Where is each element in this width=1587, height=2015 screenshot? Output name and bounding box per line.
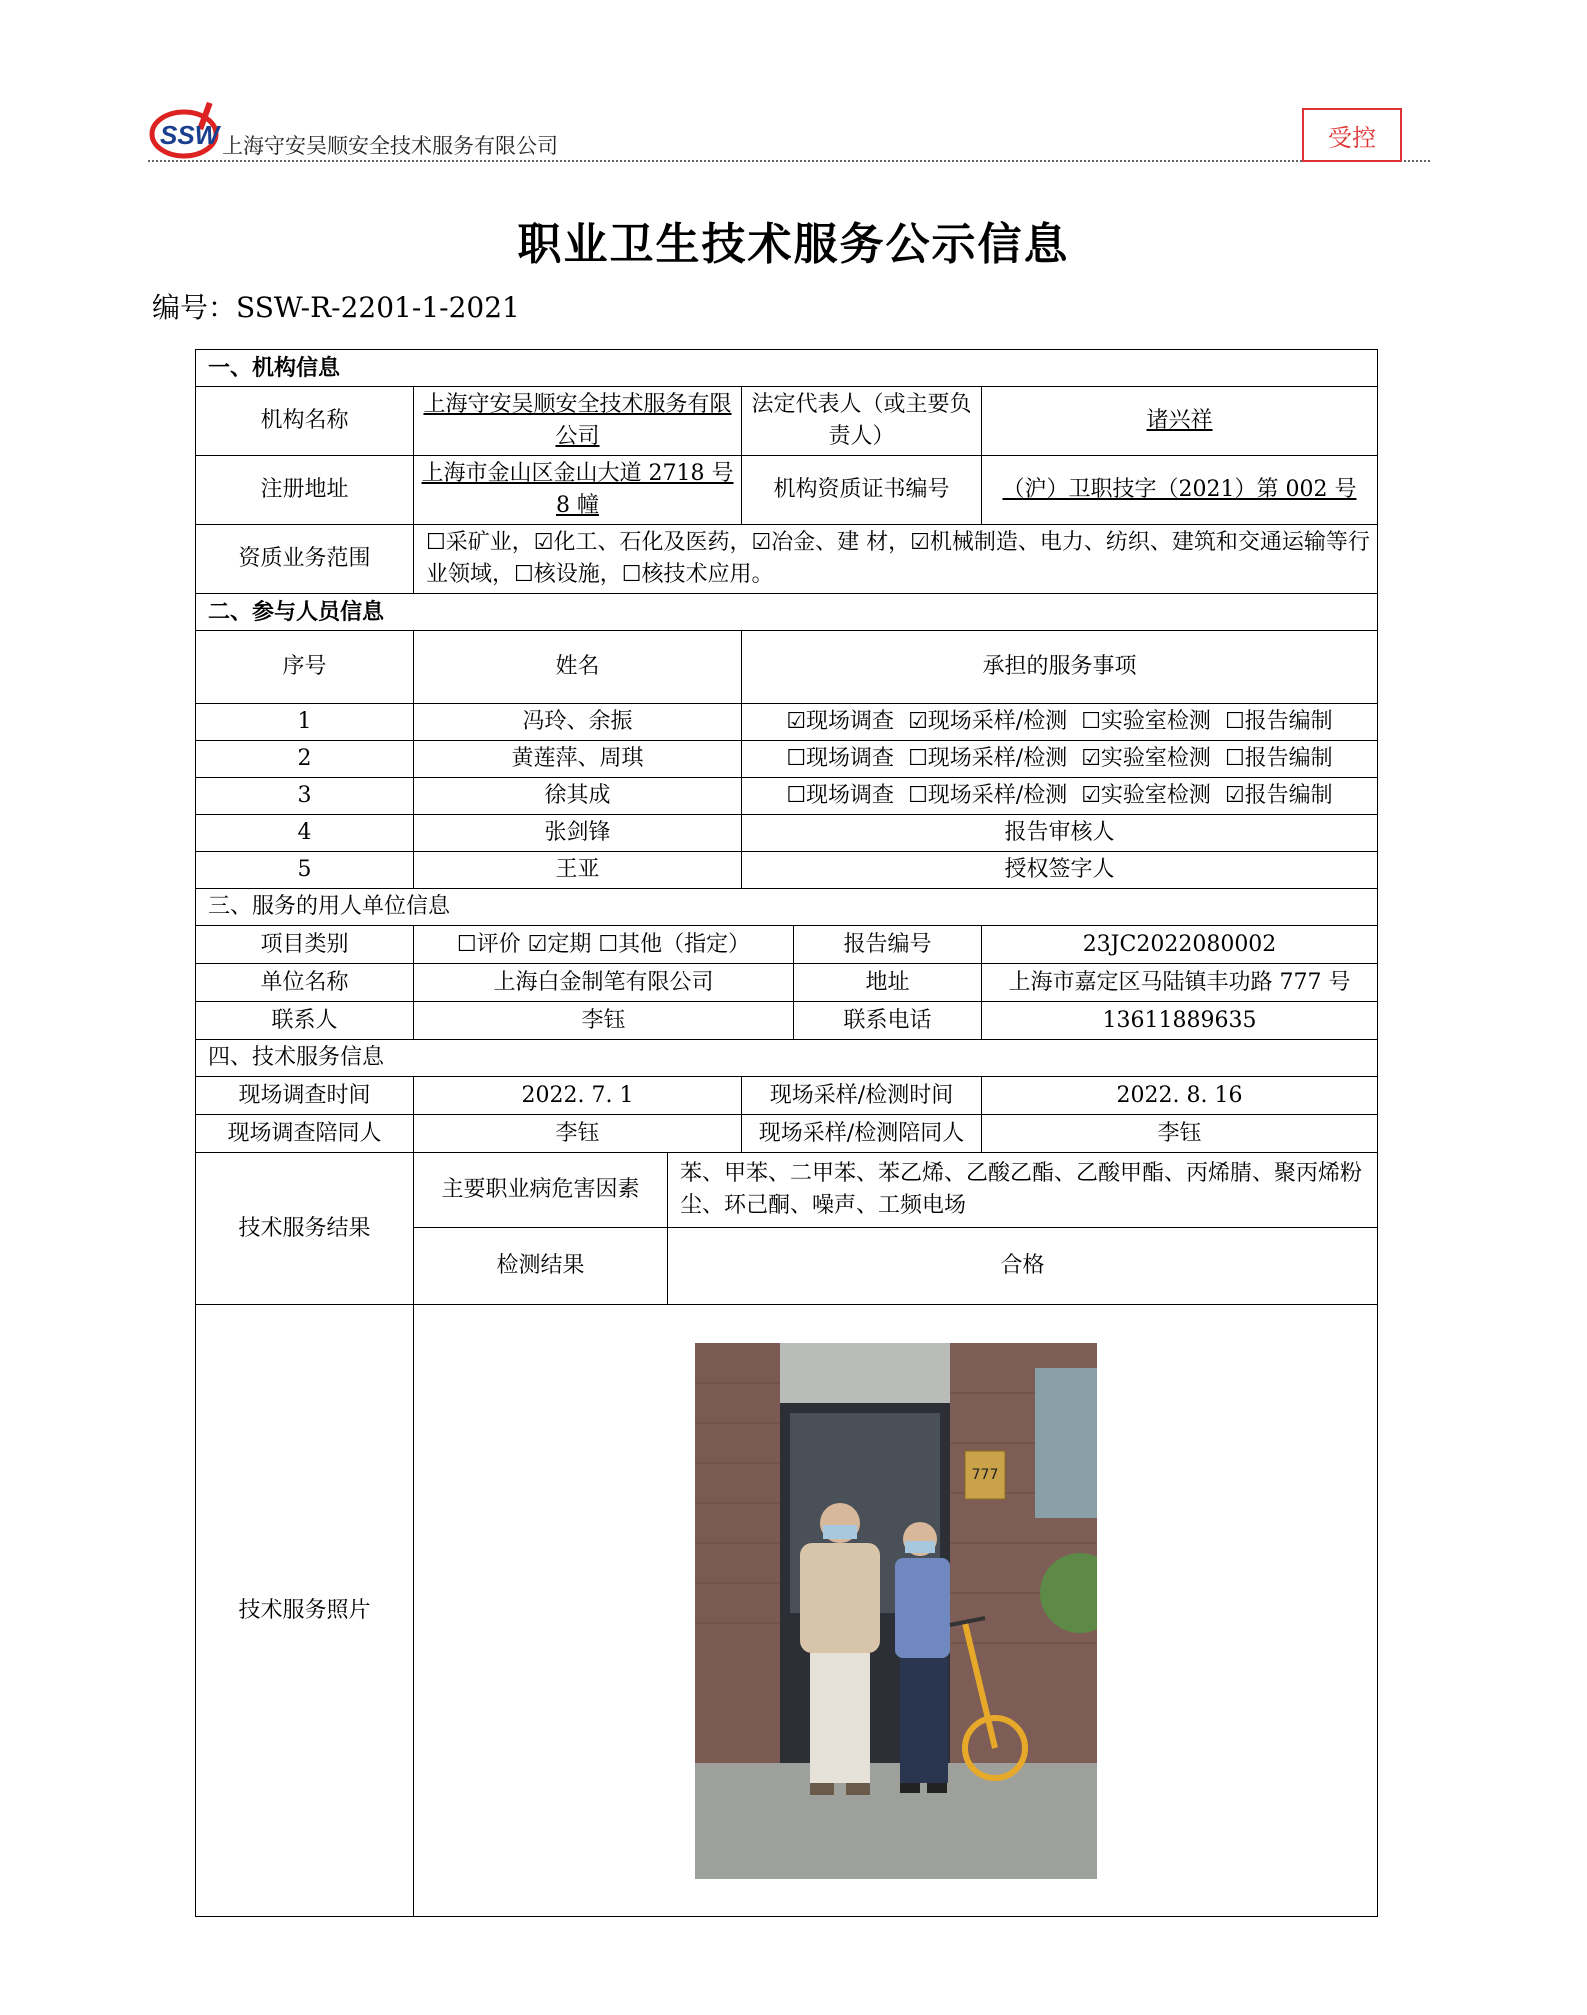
unit-address-value: 上海市嘉定区马陆镇丰功路 777 号 [982,964,1378,1002]
person-task: 报告审核人 [742,815,1378,852]
person-name: 黄莲萍、周琪 [414,741,742,778]
service-photo [695,1343,1097,1879]
person-no: 4 [196,815,414,852]
unit-name-label: 单位名称 [196,964,414,1002]
person-no: 1 [196,704,414,741]
test-result-label: 检测结果 [414,1228,668,1305]
section-employer-heading: 三、服务的用人单位信息 [196,889,1378,926]
task-report: ☑报告编制 [1224,783,1333,808]
table-row [196,852,1378,889]
hazard-value: 苯、甲苯、二甲苯、苯乙烯、乙酸乙酯、乙酸甲酯、丙烯腈、聚丙烯粉尘、环己酮、噪声、工频电场 [668,1153,1378,1228]
person-tasks [742,778,1378,815]
reg-address-label: 注册地址 [196,456,414,525]
svg-text:SSW: SSW [160,120,220,150]
contact-label: 联系人 [196,1002,414,1040]
person-no: 5 [196,852,414,889]
person-tasks [742,741,1378,778]
hazard-label: 主要职业病危害因素 [414,1153,668,1228]
survey-escort-value: 李钰 [414,1115,742,1153]
unit-name-value: 上海白金制笔有限公司 [414,964,794,1002]
sample-time-label: 现场采样/检测时间 [742,1077,982,1115]
person-no: 3 [196,778,414,815]
header-divider [148,160,1430,162]
report-no-label: 报告编号 [794,926,982,964]
document-number: 编号：SSW-R-2201-1-2021 [152,291,520,324]
person-name: 冯玲、余振 [414,704,742,741]
project-type-value: ☐评价 ☑定期 ☐其他（指定） [414,926,794,964]
section-institution-heading: 一、机构信息 [196,350,1378,387]
task-report: ☐报告编制 [1224,746,1333,771]
report-no-value: 23JC2022080002 [982,926,1378,964]
photo-cell [414,1305,1378,1917]
table-row [196,704,1378,741]
institution-name-value: 上海守安吴顺安全技术服务有限公司 [414,387,742,456]
scope-label: 资质业务范围 [196,525,414,594]
table-row [196,741,1378,778]
task-site-survey: ☐现场调查 [786,783,895,808]
test-result-value: 合格 [668,1228,1378,1305]
task-sampling: ☐现场采样/检测 [908,783,1068,808]
col-task-header: 承担的服务事项 [742,631,1378,704]
scope-value: ☐采矿业，☑化工、石化及医药，☑冶金、建 材，☑机械制造、电力、纺织、建筑和交通运输等行业领域，☐核设施，☐核技术应用。 [414,525,1378,594]
phone-label: 联系电话 [794,1002,982,1040]
phone-value: 13611889635 [982,1002,1378,1040]
col-name-header: 姓名 [414,631,742,704]
person-name: 张剑锋 [414,815,742,852]
task-report: ☐报告编制 [1224,709,1333,734]
photo-label: 技术服务照片 [196,1305,414,1917]
sample-escort-label: 现场采样/检测陪同人 [742,1115,982,1153]
cert-number-label: 机构资质证书编号 [742,456,982,525]
page-title: 职业卫生技术服务公示信息 [517,219,1070,270]
task-site-survey: ☑现场调查 [786,709,895,734]
company-name: 上海守安吴顺安全技术服务有限公司 [222,134,558,158]
unit-address-label: 地址 [794,964,982,1002]
page-header [148,96,1428,166]
section-personnel-heading: 二、参与人员信息 [196,594,1378,631]
person-name: 王亚 [414,852,742,889]
sample-time-value: 2022. 8. 16 [982,1077,1378,1115]
task-sampling: ☐现场采样/检测 [908,746,1068,771]
task-lab: ☐实验室检测 [1081,709,1211,734]
col-no-header: 序号 [196,631,414,704]
sample-escort-value: 李钰 [982,1115,1378,1153]
task-sampling: ☑现场采样/检测 [908,709,1068,734]
task-site-survey: ☐现场调查 [786,746,895,771]
cert-number-value: （沪）卫职技字（2021）第 002 号 [982,456,1378,525]
table-row [196,778,1378,815]
controlled-stamp: 受控 [1302,108,1402,162]
task-lab: ☑实验室检测 [1081,783,1211,808]
institution-name-label: 机构名称 [196,387,414,456]
result-label: 技术服务结果 [196,1153,414,1305]
person-no: 2 [196,741,414,778]
person-task: 授权签字人 [742,852,1378,889]
task-lab: ☑实验室检测 [1081,746,1211,771]
contact-value: 李钰 [414,1002,794,1040]
survey-time-label: 现场调查时间 [196,1077,414,1115]
legal-rep-value: 诸兴祥 [982,387,1378,456]
ssw-logo-icon [148,96,228,162]
project-type-label: 项目类别 [196,926,414,964]
survey-time-value: 2022. 7. 1 [414,1077,742,1115]
reg-address-value: 上海市金山区金山大道 2718 号 8 幢 [414,456,742,525]
survey-escort-label: 现场调查陪同人 [196,1115,414,1153]
table-row [196,815,1378,852]
person-tasks [742,704,1378,741]
person-name: 徐其成 [414,778,742,815]
legal-rep-label: 法定代表人（或主要负责人） [742,387,982,456]
info-table [195,349,1378,1917]
section-service-heading: 四、技术服务信息 [196,1040,1378,1077]
svg-text:777: 777 [971,1466,998,1483]
